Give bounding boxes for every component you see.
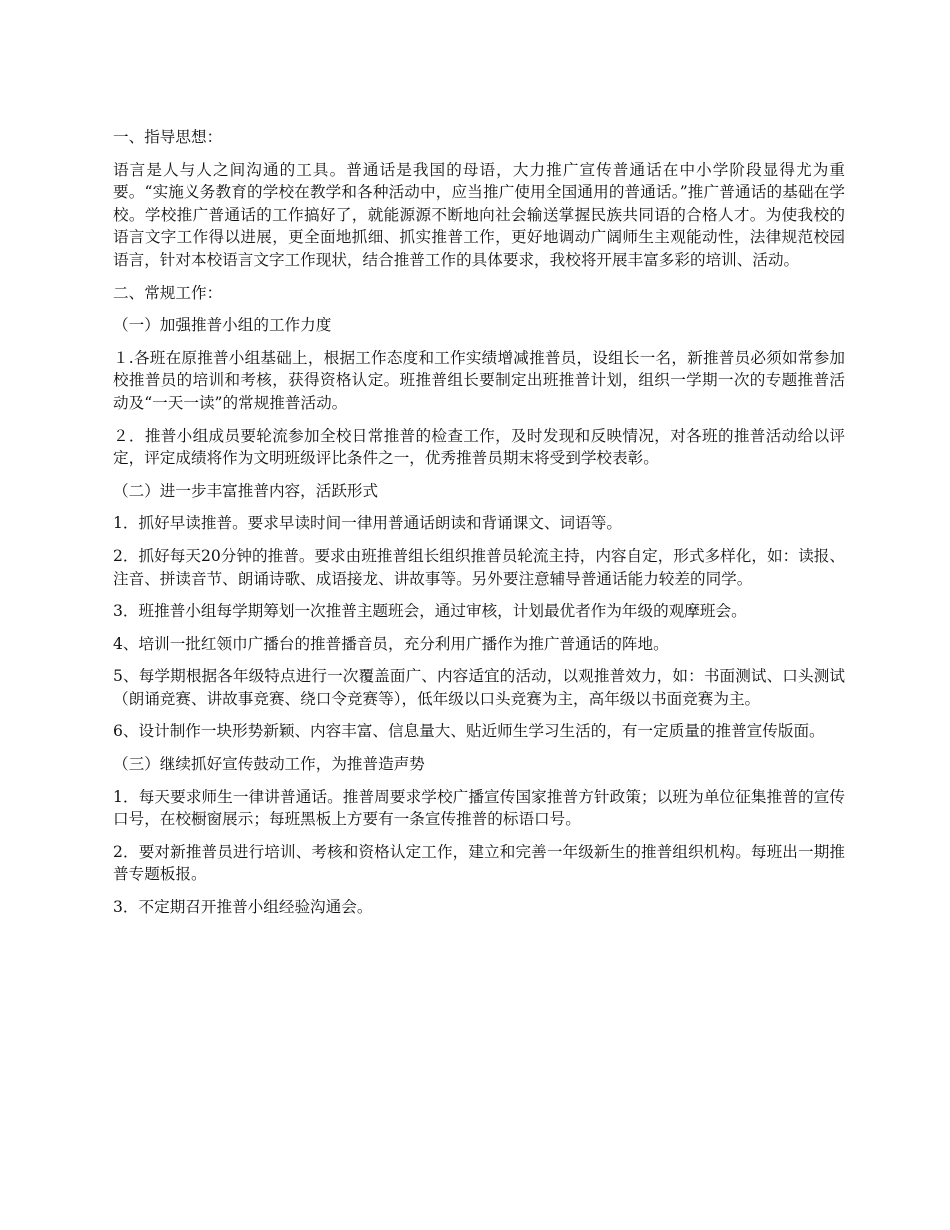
section-heading-guiding-ideology: 一、指导思想： <box>113 128 223 146</box>
list-item-3-2: 2．要对新推普员进行培训、考核和资格认定工作，建立和完善一年级新生的推普组织机构。每班出一期推普专题板报。 <box>113 842 845 884</box>
list-item-2-5: 5、每学期根据各年级特点进行一次覆盖面广、内容适宜的活动，以观推普效力，如：书面测试、口头测试（朗诵竞赛、讲故事竞赛、绕口令竞赛等），低年级以口头竞赛为主，高年级以书面竞赛为主。 <box>113 667 845 708</box>
list-item-2-2: 2．抓好每天20分钟的推普。要求由班推普组长组织推普员轮流主持，内容自定，形式多样化，如：读报、注音、拼读音节、朗诵诗歌、成语接龙、讲故事等。另外要注意辅导普通话能力较差的同学。 <box>113 546 845 588</box>
list-item-1-1: １.各班在原推普小组基础上，根据工作态度和工作实绩增减推普员，设组长一名，新推普员必须如常参加校推普员的培训和考核，获得资格认定。班推普组长要制定出班推普计划，组织一学期一次的专题推普活动及“一天一读”的常规推普活动。 <box>113 348 845 412</box>
list-item-1-2: ２．推普小组成员要轮流参加全校日常推普的检查工作，及时发现和反映情况，对各班的推普活动给以评定，评定成绩将作为文明班级评比条件之一，优秀推普员期末将受到学校表彰。 <box>113 426 845 468</box>
list-item-2-1: 1．抓好早读推普。要求早读时间一律用普通话朗读和背诵课文、词语等。 <box>113 514 622 533</box>
document-body <box>113 126 845 929</box>
section-heading-routine-work: 二、常规工作： <box>113 283 223 302</box>
list-item-3-3: 3．不定期召开推普小组经验沟通会。 <box>113 898 373 917</box>
list-item-2-4: 4、培训一批红领巾广播台的推普播音员，充分利用广播作为推广普通话的阵地。 <box>113 634 669 653</box>
subsection-heading-2: （二）进一步丰富推普内容，活跃形式 <box>113 481 379 500</box>
subsection-heading-3: （三）继续抓好宣传鼓动工作，为推普造声势 <box>113 755 425 774</box>
paragraph-intro: 语言是人与人之间沟通的工具。普通话是我国的母语，大力推广宣传普通话在中小学阶段显得尤为重要。“实施义务教育的学校在教学和各种活动中，应当推广使用全国通用的普通话。”推广普通话的基础在学校。学校推广普通话的工作搞好了，就能源源不断地向社会输送掌握民族共同语的合格人才。为使我校的语言文字工作得以进展，更全面地抓细、抓实推普工作，更好地调动广阔师生主观能动性，法律规范校园语言，针对本校语言文字工作现状，结合推普工作的具体要求，我校将开展丰富多彩的培训、活动。 <box>113 160 845 269</box>
list-item-2-6: 6、设计制作一块形势新颖、内容丰富、信息量大、贴近师生学习生活的，有一定质量的推普宣传版面。 <box>113 722 825 741</box>
list-item-2-3: 3．班推普小组每学期筹划一次推普主题班会，通过审核，计划最优者作为年级的观摩班会。 <box>113 602 747 621</box>
list-item-3-1: 1．每天要求师生一律讲普通话。推普周要求学校广播宣传国家推普方针政策；以班为单位征集推普的宣传口号，在校橱窗展示；每班黑板上方要有一条宣传推普的标语口号。 <box>113 787 845 829</box>
subsection-heading-1: （一）加强推普小组的工作力度 <box>113 316 332 335</box>
